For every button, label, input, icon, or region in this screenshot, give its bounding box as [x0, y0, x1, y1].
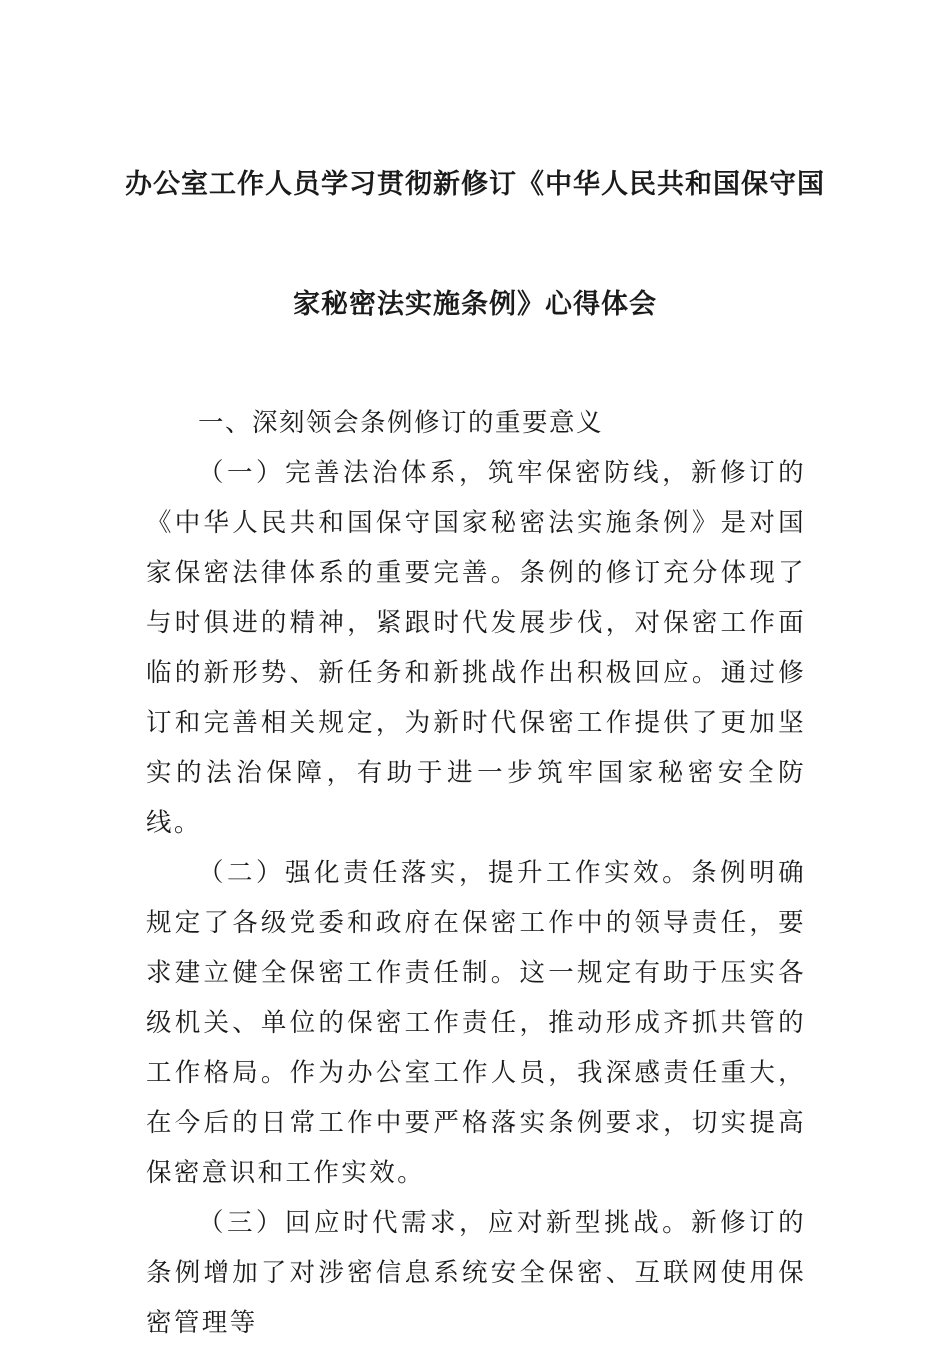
document-body [146, 398, 806, 1348]
paragraph-1: （一）完善法治体系，筑牢保密防线，新修订的《中华人民共和国保守国家秘密法实施条例》是对国家保密法律体系的重要完善。条例的修订充分体现了与时俱进的精神，紧跟时代发展步伐，对保密工作面临的新形势、新任务和新挑战作出积极回应。通过修订和完善相关规定，为新时代保密工作提供了更加坚实的法治保障，有助于进一步筑牢国家秘密安全防线。 [146, 458, 806, 838]
paragraph-2: （二）强化责任落实，提升工作实效。条例明确规定了各级党委和政府在保密工作中的领导责任，要求建立健全保密工作责任制。这一规定有助于压实各级机关、单位的保密工作责任，推动形成齐抓共管的工作格局。作为办公室工作人员，我深感责任重大，在今后的日常工作中要严格落实条例要求，切实提高保密意识和工作实效。 [146, 858, 806, 1188]
section-heading-1: 一、深刻领会条例修订的重要意义 [198, 408, 604, 438]
document-title-line-1: 办公室工作人员学习贯彻新修订《中华人民共和国保守国 [125, 169, 825, 200]
paragraph-3: （三）回应时代需求，应对新型挑战。新修订的条例增加了对涉密信息系统安全保密、互联网使用保密管理等 [146, 1208, 806, 1338]
document-title-line-2: 家秘密法实施条例》心得体会 [293, 289, 657, 320]
